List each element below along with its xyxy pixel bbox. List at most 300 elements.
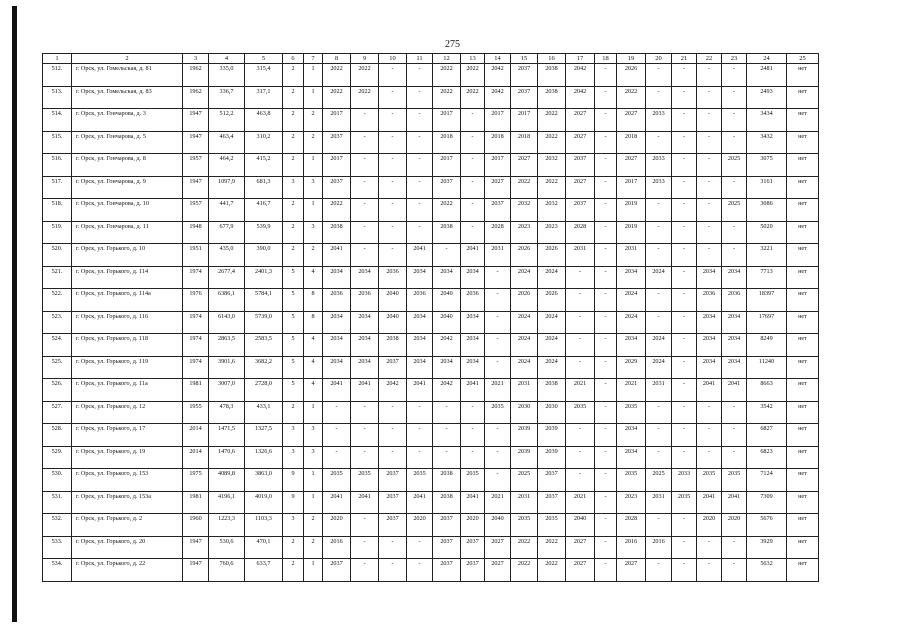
table-cell: - (379, 109, 407, 132)
address-cell: г. Орск, ул. Горького, д. 17 (72, 424, 183, 447)
table-cell: 2 (283, 64, 304, 87)
table-cell: 2018 (617, 131, 646, 154)
table-cell: 2 (283, 401, 304, 424)
table-cell: 2031 (617, 244, 646, 267)
table-row (43, 469, 819, 492)
table-cell: - (566, 469, 595, 492)
table-cell: 1 (304, 559, 323, 582)
table-cell: 2035 (485, 401, 511, 424)
address-cell: г. Орск, ул. Гончарова, д. 8 (72, 154, 183, 177)
table-cell: 2034 (461, 266, 485, 289)
table-cell: 2041 (697, 491, 722, 514)
table-cell: 2041 (461, 379, 485, 402)
table-cell: 317,1 (245, 86, 283, 109)
table-cell: 2022 (323, 86, 351, 109)
table-cell: 1962 (183, 86, 209, 109)
table-cell: 2031 (485, 244, 511, 267)
table-cell: 2022 (323, 64, 351, 87)
table-row (43, 199, 819, 222)
table-cell: 4 (304, 356, 323, 379)
table-row (43, 356, 819, 379)
table-cell: 2037 (538, 491, 566, 514)
table-cell: 2041 (323, 491, 351, 514)
table-cell: 2027 (566, 536, 595, 559)
column-number-header: 20 (646, 54, 672, 64)
table-cell: 2034 (697, 311, 722, 334)
table-cell: 5 (283, 334, 304, 357)
table-cell: 1962 (183, 64, 209, 87)
table-cell: - (485, 311, 511, 334)
table-cell: 415,2 (245, 154, 283, 177)
table-cell: 1470,6 (209, 446, 245, 469)
table-cell: 2 (283, 199, 304, 222)
table-row (43, 289, 819, 312)
table-cell: 2028 (566, 221, 595, 244)
column-number-header: 3 (183, 54, 209, 64)
table-cell: 470,1 (245, 536, 283, 559)
table-cell: - (672, 401, 697, 424)
table-cell: 760,6 (209, 559, 245, 582)
table-cell: 2024 (646, 266, 672, 289)
table-cell: 2036 (697, 289, 722, 312)
table-cell: 539,9 (245, 221, 283, 244)
table-cell: 2032 (538, 199, 566, 222)
table-cell: 2020 (461, 514, 485, 537)
table-cell: 2041 (407, 379, 433, 402)
table-cell: нет (787, 491, 819, 514)
table-cell: - (379, 86, 407, 109)
table-cell: - (461, 131, 485, 154)
address-cell: г. Орск, ул. Горького, д. 153 (72, 469, 183, 492)
table-cell: 2036 (379, 266, 407, 289)
table-cell: 2028 (485, 221, 511, 244)
table-cell: 463,8 (245, 109, 283, 132)
table-cell: - (672, 379, 697, 402)
table-cell: 5 (283, 289, 304, 312)
table-cell: 2041 (407, 491, 433, 514)
table-cell: 2023 (511, 221, 538, 244)
table-cell: 531. (43, 491, 72, 514)
table-cell: 2038 (538, 86, 566, 109)
table-cell: 2022 (461, 64, 485, 87)
table-cell: 2583,5 (245, 334, 283, 357)
table-cell: 2035 (672, 491, 697, 514)
table-cell: 1471,5 (209, 424, 245, 447)
table-cell: 4196,1 (209, 491, 245, 514)
table-cell: 1957 (183, 199, 209, 222)
table-cell: - (379, 424, 407, 447)
table-cell: 2031 (511, 379, 538, 402)
table-cell: 1948 (183, 221, 209, 244)
table-cell: 2033 (672, 469, 697, 492)
table-cell: - (722, 424, 747, 447)
table-cell: 2020 (407, 514, 433, 537)
table-cell: - (407, 536, 433, 559)
table-cell: 528. (43, 424, 72, 447)
table-cell: - (461, 401, 485, 424)
table-cell: нет (787, 401, 819, 424)
table-cell: 2034 (722, 334, 747, 357)
table-cell: 523. (43, 311, 72, 334)
table-cell: 2017 (511, 109, 538, 132)
address-cell: г. Орск, ул. Горького, д. 153а (72, 491, 183, 514)
table-cell: - (566, 424, 595, 447)
table-cell: 8 (304, 289, 323, 312)
column-number-header: 19 (617, 54, 646, 64)
table-cell: 1097,9 (209, 176, 245, 199)
table-cell: 2022 (538, 109, 566, 132)
table-row (43, 514, 819, 537)
table-cell: 2040 (485, 514, 511, 537)
table-cell: 2 (304, 244, 323, 267)
table-cell: 2034 (722, 311, 747, 334)
table-cell: 2024 (646, 334, 672, 357)
table-cell: 2 (304, 131, 323, 154)
table-cell: 530. (43, 469, 72, 492)
table-cell: 5632 (747, 559, 787, 582)
table-cell: 4 (304, 266, 323, 289)
table-cell: - (566, 334, 595, 357)
table-cell: 2034 (617, 266, 646, 289)
table-cell: 2031 (646, 491, 672, 514)
table-cell: 2042 (485, 86, 511, 109)
table-cell: - (595, 109, 617, 132)
table-cell: - (323, 446, 351, 469)
table-cell: - (646, 289, 672, 312)
table-cell: 1947 (183, 176, 209, 199)
column-number-header: 15 (511, 54, 538, 64)
table-cell: 2034 (351, 334, 379, 357)
table-cell: - (722, 64, 747, 87)
column-number-header: 13 (461, 54, 485, 64)
table-cell: нет (787, 86, 819, 109)
table-cell: - (646, 559, 672, 582)
table-cell: 390,0 (245, 244, 283, 267)
table-cell: 11240 (747, 356, 787, 379)
table-cell: - (461, 221, 485, 244)
table-cell: 7713 (747, 266, 787, 289)
table-row (43, 559, 819, 582)
table-cell: 2022 (511, 559, 538, 582)
table-cell: - (351, 446, 379, 469)
table-cell: - (407, 401, 433, 424)
table-cell: - (379, 536, 407, 559)
table-cell: 2041 (461, 491, 485, 514)
table-cell: - (566, 356, 595, 379)
table-cell: 2022 (538, 536, 566, 559)
table-cell: - (672, 109, 697, 132)
table-cell: 2033 (646, 109, 672, 132)
table-cell: 3 (304, 446, 323, 469)
table-cell: 2401,3 (245, 266, 283, 289)
table-cell: 2018 (511, 131, 538, 154)
table-cell: - (672, 424, 697, 447)
table-cell: 2021 (485, 379, 511, 402)
table-cell: 527. (43, 401, 72, 424)
table-cell: 2034 (323, 266, 351, 289)
table-cell: 2017 (433, 109, 461, 132)
address-cell: г. Орск, ул. Горького, д. 114а (72, 289, 183, 312)
table-cell: - (595, 221, 617, 244)
table-cell: 6143,0 (209, 311, 245, 334)
table-cell: 3075 (747, 154, 787, 177)
address-cell: г. Орск, ул. Гомельская, д. 81 (72, 64, 183, 87)
table-cell: 5020 (747, 221, 787, 244)
table-cell: - (461, 199, 485, 222)
table-cell: 3929 (747, 536, 787, 559)
table-cell: 2037 (511, 86, 538, 109)
table-cell: 18397 (747, 289, 787, 312)
table-row (43, 176, 819, 199)
table-cell: - (351, 154, 379, 177)
table-cell: - (595, 401, 617, 424)
table-cell: 2728,0 (245, 379, 283, 402)
table-cell: нет (787, 311, 819, 334)
table-cell: 2027 (566, 176, 595, 199)
table-cell: 2025 (646, 469, 672, 492)
table-cell: 2035 (617, 401, 646, 424)
table-row (43, 536, 819, 559)
address-cell: г. Орск, ул. Горького, д. 2 (72, 514, 183, 537)
table-cell: 2017 (433, 154, 461, 177)
table-cell: - (595, 356, 617, 379)
table-cell: 533. (43, 536, 72, 559)
table-cell: - (697, 154, 722, 177)
table-cell: 7124 (747, 469, 787, 492)
table-row (43, 424, 819, 447)
table-cell: - (672, 356, 697, 379)
table-cell: - (595, 536, 617, 559)
table-cell: - (697, 446, 722, 469)
table-cell: - (672, 311, 697, 334)
table-cell: - (672, 514, 697, 537)
page-number: 275 (445, 39, 460, 50)
table-cell: 2027 (511, 154, 538, 177)
table-cell: - (351, 199, 379, 222)
table-cell: 2037 (323, 176, 351, 199)
table-cell: 2032 (538, 154, 566, 177)
table-row (43, 64, 819, 87)
table-cell: - (485, 446, 511, 469)
table-cell: 2 (283, 86, 304, 109)
table-cell: 518. (43, 199, 72, 222)
table-cell: 681,3 (245, 176, 283, 199)
table-cell: 2030 (511, 401, 538, 424)
table-cell: - (407, 109, 433, 132)
table-cell: 2040 (566, 514, 595, 537)
table-cell: 2022 (433, 86, 461, 109)
table-cell: 525. (43, 356, 72, 379)
table-cell: 2 (283, 109, 304, 132)
table-cell: 522. (43, 289, 72, 312)
table-cell: 529. (43, 446, 72, 469)
table-cell: 2035 (617, 469, 646, 492)
table-cell: 2026 (511, 244, 538, 267)
table-cell: 1947 (183, 559, 209, 582)
table-cell: 2022 (538, 131, 566, 154)
table-cell: 2677,4 (209, 266, 245, 289)
table-cell: - (672, 334, 697, 357)
table-cell: 2 (283, 536, 304, 559)
table-cell: 3086 (747, 199, 787, 222)
table-cell: - (485, 289, 511, 312)
table-cell: 2035 (722, 469, 747, 492)
table-cell: - (351, 401, 379, 424)
table-cell: - (351, 514, 379, 537)
table-cell: 2034 (323, 334, 351, 357)
table-cell: 441,7 (209, 199, 245, 222)
table-cell: 516. (43, 154, 72, 177)
table-cell: нет (787, 559, 819, 582)
table-cell: - (407, 176, 433, 199)
table-cell: - (485, 266, 511, 289)
table-cell: 5784,1 (245, 289, 283, 312)
table-cell: 2037 (433, 176, 461, 199)
table-cell: 2017 (485, 154, 511, 177)
table-cell: 2042 (485, 64, 511, 87)
table-cell: 3221 (747, 244, 787, 267)
table-cell: 2034 (722, 356, 747, 379)
table-cell: нет (787, 514, 819, 537)
address-cell: г. Орск, ул. Гончарова, д. 10 (72, 199, 183, 222)
table-cell: 1955 (183, 401, 209, 424)
table-cell: - (595, 379, 617, 402)
column-number-header: 23 (722, 54, 747, 64)
table-cell: 2020 (722, 514, 747, 537)
table-cell: 8249 (747, 334, 787, 357)
table-cell: 2042 (566, 86, 595, 109)
table-cell: 3 (304, 221, 323, 244)
table-cell: 1223,3 (209, 514, 245, 537)
table-cell: - (566, 266, 595, 289)
table-cell: 2 (283, 154, 304, 177)
table-cell: - (566, 289, 595, 312)
table-cell: 2022 (461, 86, 485, 109)
table-row (43, 244, 819, 267)
table-row (43, 379, 819, 402)
table-cell: 2016 (617, 536, 646, 559)
table-cell: - (672, 86, 697, 109)
table-cell: 3161 (747, 176, 787, 199)
table-cell: 2019 (617, 221, 646, 244)
table-cell: 2026 (511, 289, 538, 312)
table-cell: 2038 (433, 221, 461, 244)
table-cell: 2037 (433, 559, 461, 582)
table-cell: нет (787, 221, 819, 244)
column-number-header: 11 (407, 54, 433, 64)
table-cell: - (595, 446, 617, 469)
table-cell: 2034 (697, 266, 722, 289)
table-row (43, 311, 819, 334)
table-cell: нет (787, 289, 819, 312)
table-cell: - (595, 469, 617, 492)
table-cell: 1327,5 (245, 424, 283, 447)
table-cell: - (461, 154, 485, 177)
table-cell: 2027 (485, 559, 511, 582)
table-cell: 513. (43, 86, 72, 109)
table-cell: - (672, 221, 697, 244)
table-cell: 2041 (722, 491, 747, 514)
table-cell: 2038 (379, 334, 407, 357)
address-cell: г. Орск, ул. Гончарова, д. 3 (72, 109, 183, 132)
table-cell: 2032 (511, 199, 538, 222)
table-cell: 2024 (538, 311, 566, 334)
table-cell: - (646, 199, 672, 222)
table-cell: 336,7 (209, 86, 245, 109)
address-cell: г. Орск, ул. Горького, д. 118 (72, 334, 183, 357)
table-cell: 3542 (747, 401, 787, 424)
table-cell: 2481 (747, 64, 787, 87)
table-cell: 1974 (183, 356, 209, 379)
table-cell: 2034 (617, 334, 646, 357)
table-row (43, 86, 819, 109)
table-row (43, 131, 819, 154)
table-cell: - (433, 446, 461, 469)
table-cell: 5739,0 (245, 311, 283, 334)
table-cell: 2037 (379, 356, 407, 379)
table-cell: - (461, 176, 485, 199)
table-cell: - (595, 176, 617, 199)
table-cell: 2027 (485, 176, 511, 199)
table-cell: 2040 (433, 311, 461, 334)
table-cell: 521. (43, 266, 72, 289)
table-cell: 6386,1 (209, 289, 245, 312)
table-cell: нет (787, 176, 819, 199)
address-cell: г. Орск, ул. Горького, д. 114 (72, 266, 183, 289)
table-cell: 433,1 (245, 401, 283, 424)
table-cell: 3 (283, 176, 304, 199)
table-cell: 3 (304, 424, 323, 447)
table-cell: 4 (304, 334, 323, 357)
column-number-header: 10 (379, 54, 407, 64)
table-cell: - (646, 514, 672, 537)
table-cell: - (433, 401, 461, 424)
table-cell: 1951 (183, 244, 209, 267)
table-cell: 512. (43, 64, 72, 87)
table-cell: - (672, 244, 697, 267)
table-cell: 2034 (697, 356, 722, 379)
table-cell: 2 (304, 109, 323, 132)
table-cell: 2041 (722, 379, 747, 402)
table-cell: 310,2 (245, 131, 283, 154)
table-cell: - (646, 86, 672, 109)
table-cell: - (595, 289, 617, 312)
table-cell: 3901,6 (209, 356, 245, 379)
table-cell: 1957 (183, 154, 209, 177)
table-cell: 2027 (617, 154, 646, 177)
table-cell: 2039 (511, 424, 538, 447)
table-cell: 2022 (538, 176, 566, 199)
table-cell: 1975 (183, 469, 209, 492)
table-cell: 633,7 (245, 559, 283, 582)
table-cell: 3434 (747, 109, 787, 132)
table-cell: - (323, 401, 351, 424)
table-cell: - (722, 446, 747, 469)
table-cell: - (646, 64, 672, 87)
table-cell: 2017 (323, 109, 351, 132)
column-number-header: 7 (304, 54, 323, 64)
table-cell: - (646, 446, 672, 469)
table-cell: 2027 (617, 559, 646, 582)
table-cell: 2022 (323, 199, 351, 222)
table-cell: - (407, 199, 433, 222)
table-cell: 2025 (722, 154, 747, 177)
table-cell: - (595, 311, 617, 334)
table-cell: 532. (43, 514, 72, 537)
table-cell: 519. (43, 221, 72, 244)
table-cell: 2022 (351, 86, 379, 109)
table-cell: 2020 (697, 514, 722, 537)
